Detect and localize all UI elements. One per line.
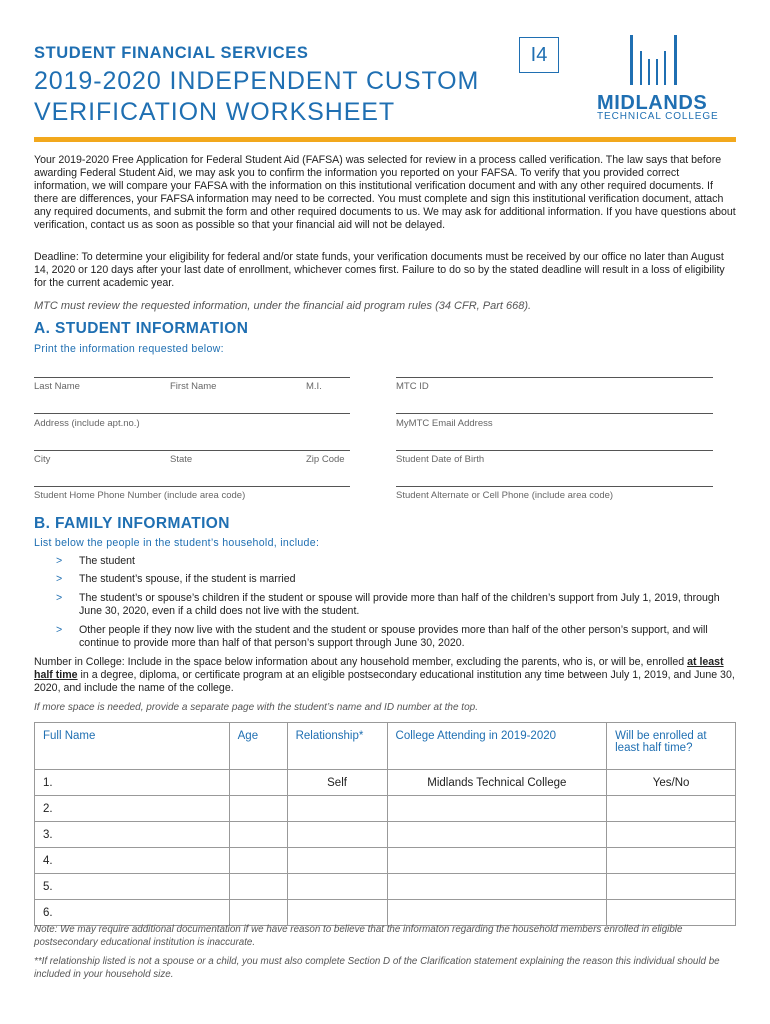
household-bullet-1: The student [79,555,135,567]
col-full-name: Full Name [35,723,230,770]
email-label: MyMTC Email Address [396,418,493,429]
relationship-cell[interactable] [287,796,387,822]
age-cell[interactable] [229,822,287,848]
college-cell[interactable] [387,796,607,822]
relationship-cell[interactable] [287,900,387,926]
intro-paragraph: Your 2019-2020 Free Application for Federal Student Aid (FAFSA) was selected for review in a process called verification. The law says that before awarding Federal Student Aid, we may ask you to confirm the information you reported on your FAFSA. To verify that you provided correct information, we will compare your FAFSA with the information on this institutional verification document and with any other required documents. If there are differences, your FAFSA information may need to be corrected. You must complete and sign this institutional verification document, attach any required documents, and submit the form and other required documents to us. We may ask for additional information. If you have questions about verification, contact us as soon as possible so that your financial aid will not be delayed. [34,154,736,231]
first-name-label: First Name [170,381,217,392]
household-bullet-4: Other people if they now live with the student and the student or spouse provides more than half of the other person’s support, and will continue to provide more than half of that person’s support through June 30, 2020. [79,624,708,649]
family-table [34,722,736,926]
chevron-right-icon: > [56,573,63,585]
half-time-cell[interactable] [607,900,736,926]
age-cell[interactable] [229,796,287,822]
state-label: State [170,454,193,465]
college-cell[interactable] [387,900,607,926]
table-row [35,796,736,822]
relationship-footnote: **If relationship listed is not a spouse or a child, you must also complete Section D of the Clarification statement explaining the reason this individual should be included in your household size. [34,956,720,980]
documentation-note: Note: We may require additional documentation if we have reason to believe that the informaton regarding the household members enrolled in eligible postsecondary educational institution is inaccurate. [34,924,683,948]
row-number-cell[interactable]: 6. [35,900,230,926]
address-input-line[interactable] [34,413,350,414]
header-divider [34,137,736,142]
relationship-cell[interactable] [287,874,387,900]
row-number-cell[interactable]: 2. [35,796,230,822]
college-text-after: in a degree, diploma, or certificate program at an eligible postsecondary educational institution any time between July 1, 2019, and June 30, 2020, and include the name of the college. [34,669,735,694]
college-cell[interactable] [387,874,607,900]
alt-phone-label: Student Alternate or Cell Phone (include area code) [396,490,614,501]
age-cell[interactable] [229,770,287,796]
household-bullet-3: The student’s or spouse’s children if the student or spouse will provide more than half of the children’s support from July 1, 2019, through June 30, 2020, even if a child does not live with the student. [79,592,720,617]
rules-statement: MTC must review the requested information, under the financial aid program rules (34 CFR, Part 668). [34,300,532,312]
deadline-paragraph: Deadline: To determine your eligibility for federal and/or state funds, your verification documents must be received by our office no later than August 14, 2020 or 120 days after your last date of enrollment, whichever comes first. Failure to do so by the stated deadline will result in a loss of eligibility for the current academic year. [34,251,725,289]
number-in-college-paragraph [34,656,736,695]
age-cell[interactable] [229,848,287,874]
section-a-instruction: Print the information requested below: [34,343,224,355]
title-line-1: 2019-2020 INDEPENDENT CUSTOM [34,67,480,95]
alt-phone-input-line[interactable] [396,486,713,487]
college-cell[interactable] [387,822,607,848]
table-row [35,900,736,926]
table-row [35,848,736,874]
document-title [34,66,479,128]
relationship-cell[interactable] [287,848,387,874]
table-row [35,874,736,900]
relationship-cell[interactable] [287,822,387,848]
section-a-heading: A. STUDENT INFORMATION [34,320,249,337]
home-phone-input-line[interactable] [34,486,350,487]
section-b-instruction: List below the people in the student’s household, include: [34,537,320,549]
email-input-line[interactable] [396,413,713,414]
col-age: Age [229,723,287,770]
half-time-cell[interactable] [607,874,736,900]
half-time-cell[interactable]: Yes/No [607,770,736,796]
half-time-cell[interactable] [607,822,736,848]
table-row [35,822,736,848]
logo-subtitle: TECHNICAL COLLEGE [597,111,719,122]
relationship-cell[interactable]: Self [287,770,387,796]
age-cell[interactable] [229,900,287,926]
table-header-row [35,723,736,770]
row-number-cell[interactable]: 3. [35,822,230,848]
college-cell[interactable]: Midlands Technical College [387,770,607,796]
form-id-box: I4 [519,37,559,73]
household-bullet-2: The student’s spouse, if the student is married [79,573,296,585]
last-name-label: Last Name [34,381,80,392]
mtc-id-input-line[interactable] [396,377,713,378]
more-space-note: If more space is needed, provide a separate page with the student’s name and ID number at the top. [34,702,478,713]
age-cell[interactable] [229,874,287,900]
city-state-zip-input-line[interactable] [34,450,350,451]
row-number-cell[interactable]: 5. [35,874,230,900]
col-half-time: Will be enrolled at least half time? [607,723,736,770]
college-text-before: Number in College: Include in the space below information about any household member, excluding the parents, who is, or will be, enrolled [34,656,688,668]
col-college: College Attending in 2019-2020 [387,723,607,770]
row-number-cell[interactable]: 4. [35,848,230,874]
department-name: STUDENT FINANCIAL SERVICES [34,44,309,62]
chevron-right-icon: > [56,624,63,636]
dob-label: Student Date of Birth [396,454,485,465]
mi-label: M.I. [306,381,322,392]
section-b-heading: B. FAMILY INFORMATION [34,515,230,532]
address-label: Address (include apt.no.) [34,418,140,429]
chevron-right-icon: > [56,592,63,604]
row-number-cell[interactable]: 1. [35,770,230,796]
college-cell[interactable] [387,848,607,874]
logo-wordmark: MIDLANDS [597,92,708,114]
col-relationship: Relationship* [287,723,387,770]
midlands-bars-logo-icon [629,35,681,85]
table-row [35,770,736,796]
name-input-line[interactable] [34,377,350,378]
half-time-cell[interactable] [607,796,736,822]
zip-label: Zip Code [306,454,345,465]
home-phone-label: Student Home Phone Number (include area code) [34,490,246,501]
half-time-cell[interactable] [607,848,736,874]
city-label: City [34,454,51,465]
half-time-emphasis: at least half time [34,656,724,681]
dob-input-line[interactable] [396,450,713,451]
title-line-2: VERIFICATION WORKSHEET [34,98,396,126]
mtc-id-label: MTC ID [396,381,429,392]
chevron-right-icon: > [56,555,63,567]
